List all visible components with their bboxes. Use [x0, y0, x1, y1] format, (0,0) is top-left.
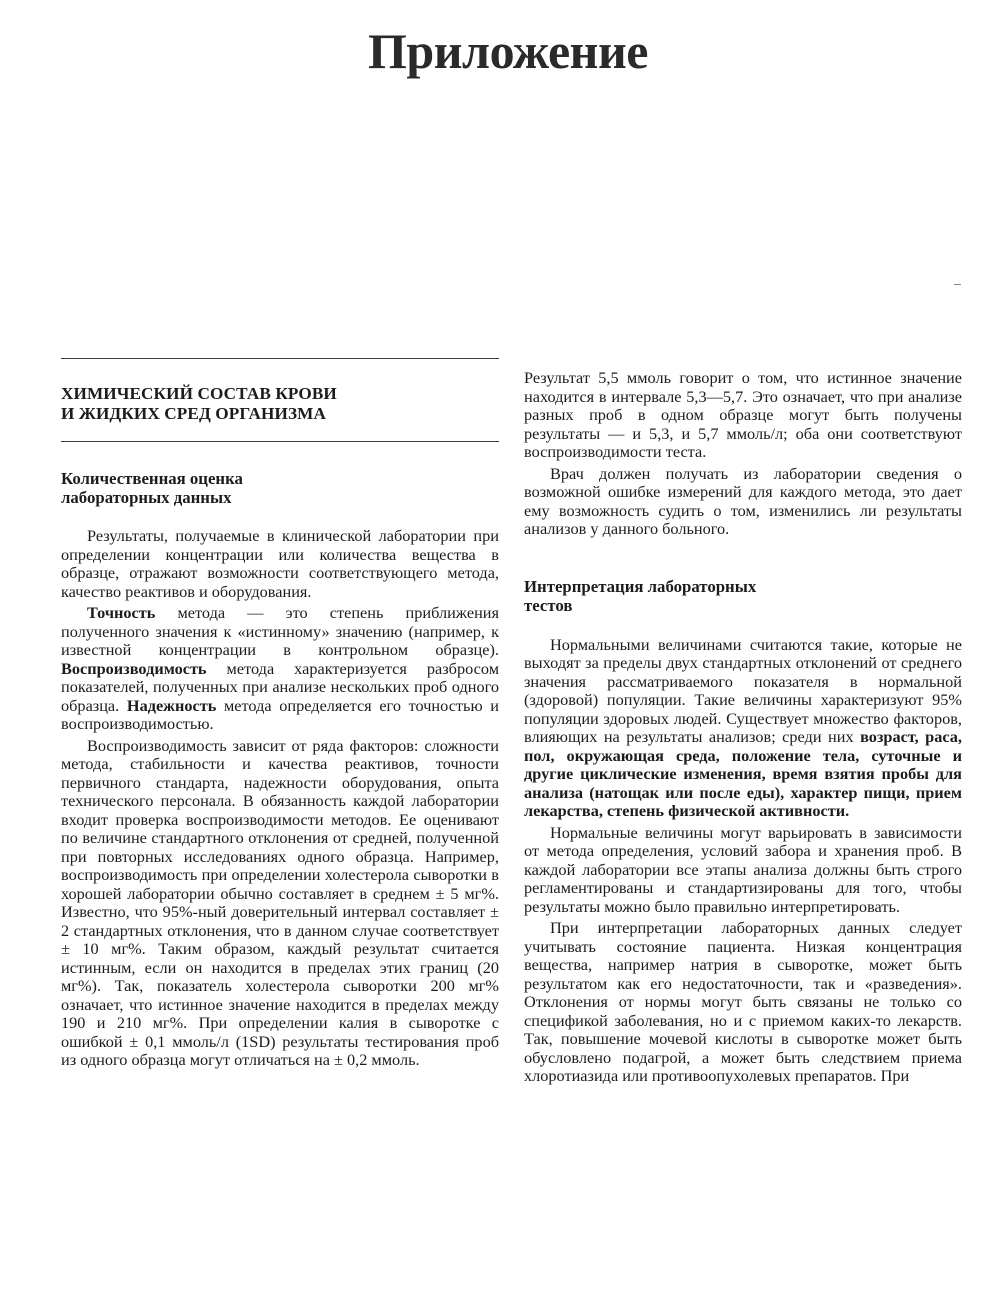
term-reproducibility: Воспроизводимость — [61, 658, 207, 678]
left-column — [61, 358, 499, 1073]
term-accuracy: Точность — [87, 603, 156, 622]
section-title — [61, 384, 499, 423]
paragraph-variation: Нормальные величины могут варьировать в зависимости от метода определения, условий забора и хранения проб. В каждой лаборатории все этапы анализа должны быть строго регламентированы и стандартизированы для того, чтобы результаты можно было правильно интерпретировать. — [524, 822, 962, 916]
paragraph-patient-state: При интерпретации лабораторных данных следует учитывать состояние пациента. Низкая концентрация вещества, например натрия в сыворотке, может быть результатом как его недостаточности, так и «разведения». Отклонения от нормы могут быть связаны не только со спецификой заболевания, но и с приемом каких-то лекарств. Так, повышение мочевой кислоты в сыворотке может быть обусловлено подагрой, а может быть следствием приема хлоротиазида или противоопухолевых препаратов. При — [524, 918, 962, 1085]
reproducibility-text: метода характеризуется разбросом показателей, полученных при анализе нескольких проб одного образца. — [61, 658, 499, 715]
accuracy-text: метода — это степень приближения полученного значения к «истинному» значению (например, к известной концентрации в контрольном образце). — [61, 603, 499, 659]
paragraph-normal-values — [524, 636, 962, 821]
reliability-text: метода определяется его точностью и воспроизводимостью. — [61, 695, 499, 733]
subsection-heading-line1: Интерпретация лабораторных — [524, 576, 757, 596]
margin-mark — [954, 284, 961, 285]
factors-list: возраст, раса, пол, окружающая среда, положение тела, суточные и другие циклические изменения, время взятия пробы для анализа (натощак или после еды), характер пищи, прием лекарства, степень физической активности. — [524, 727, 962, 820]
normal-values-text: Нормальными величинами считаются такие, которые не выходят за пределы двух стандартных отклонений от среднего значения рассматриваемого показателя в нормальной (здоровой) популяции. Такие величины характеризуют 95% популяции здоровых людей. Существует множество факторов, влияющих на результаты анализов; среди них — [524, 634, 962, 746]
page-title: Приложение — [368, 23, 648, 79]
section-title-line1: ХИМИЧЕСКИЙ СОСТАВ КРОВИ — [61, 384, 337, 403]
subsection-heading-line1: Количественная оценка — [61, 469, 243, 488]
subsection-heading-line2: лабораторных данных — [61, 488, 232, 507]
paragraph-result-interval: Результат 5,5 ммоль говорит о том, что истинное значение находится в интервале 5,3—5,7. Это означает, что при анализе разных проб в одном образце могут быть получены результаты — и 5,3, и 5,7 ммоль/л; оба они соответствуют воспроизводимости теста. — [524, 368, 962, 461]
paragraph-reproducibility-factors: Воспроизводимость зависит от ряда факторов: сложности метода, стабильности и качества реактивов, точности первичного стандарта, надежности оборудования, опыта технического персонала. В обязанность каждой лаборатории входит проверка воспроизводимости методов. Ее оценивают по величине стандартного отклонения от средней, полученной при повторных исследованиях одного образца. Например, воспроизводимость при определении холестерола сыворотки в хорошей лаборатории обычно составляет в среднем ± 5 мг%. Известно, что 95%-ный доверительный интервал составляет ± 2 стандартных отклонения, что в данном случае соответствует ± 10 мг%. Таким образом, каждый результат считается истинным, если он находится в пределах этих границ (20 мг%). Так, показатель холестерола сыворотки 200 мг% означает, что истинное значение находится в пределах между 190 и 210 мг%. При определении калия в сыворотке с ошибкой ± 0,1 ммоль/л (1SD) результаты тестирования проб из одного образца могут отличаться на ± 0,2 ммоль. — [61, 735, 499, 1069]
paragraph-doctor-info: Врач должен получать из лаборатории сведения о возможной ошибке измерений для каждого метода, это дает ему возможность судить о том, изменились ли результаты анализов у данного больного. — [524, 463, 962, 538]
paragraph-accuracy — [61, 604, 499, 734]
section-bottom-rule — [61, 441, 499, 442]
term-reliability: Надежность — [126, 695, 217, 715]
paragraph-results: Результаты, получаемые в клинической лаборатории при определении концентрации или количества вещества в образце, отражают возможности соответствующего метода, качество реактивов и оборудования. — [61, 526, 499, 601]
subsection-heading-quantitative — [61, 469, 499, 507]
subsection-heading-line2: тестов — [524, 595, 573, 615]
subsection-heading-interpretation — [524, 577, 962, 615]
right-column — [524, 369, 962, 1089]
section-top-rule — [61, 358, 499, 359]
section-title-line2: И ЖИДКИХ СРЕД ОРГАНИЗМА — [61, 403, 326, 423]
